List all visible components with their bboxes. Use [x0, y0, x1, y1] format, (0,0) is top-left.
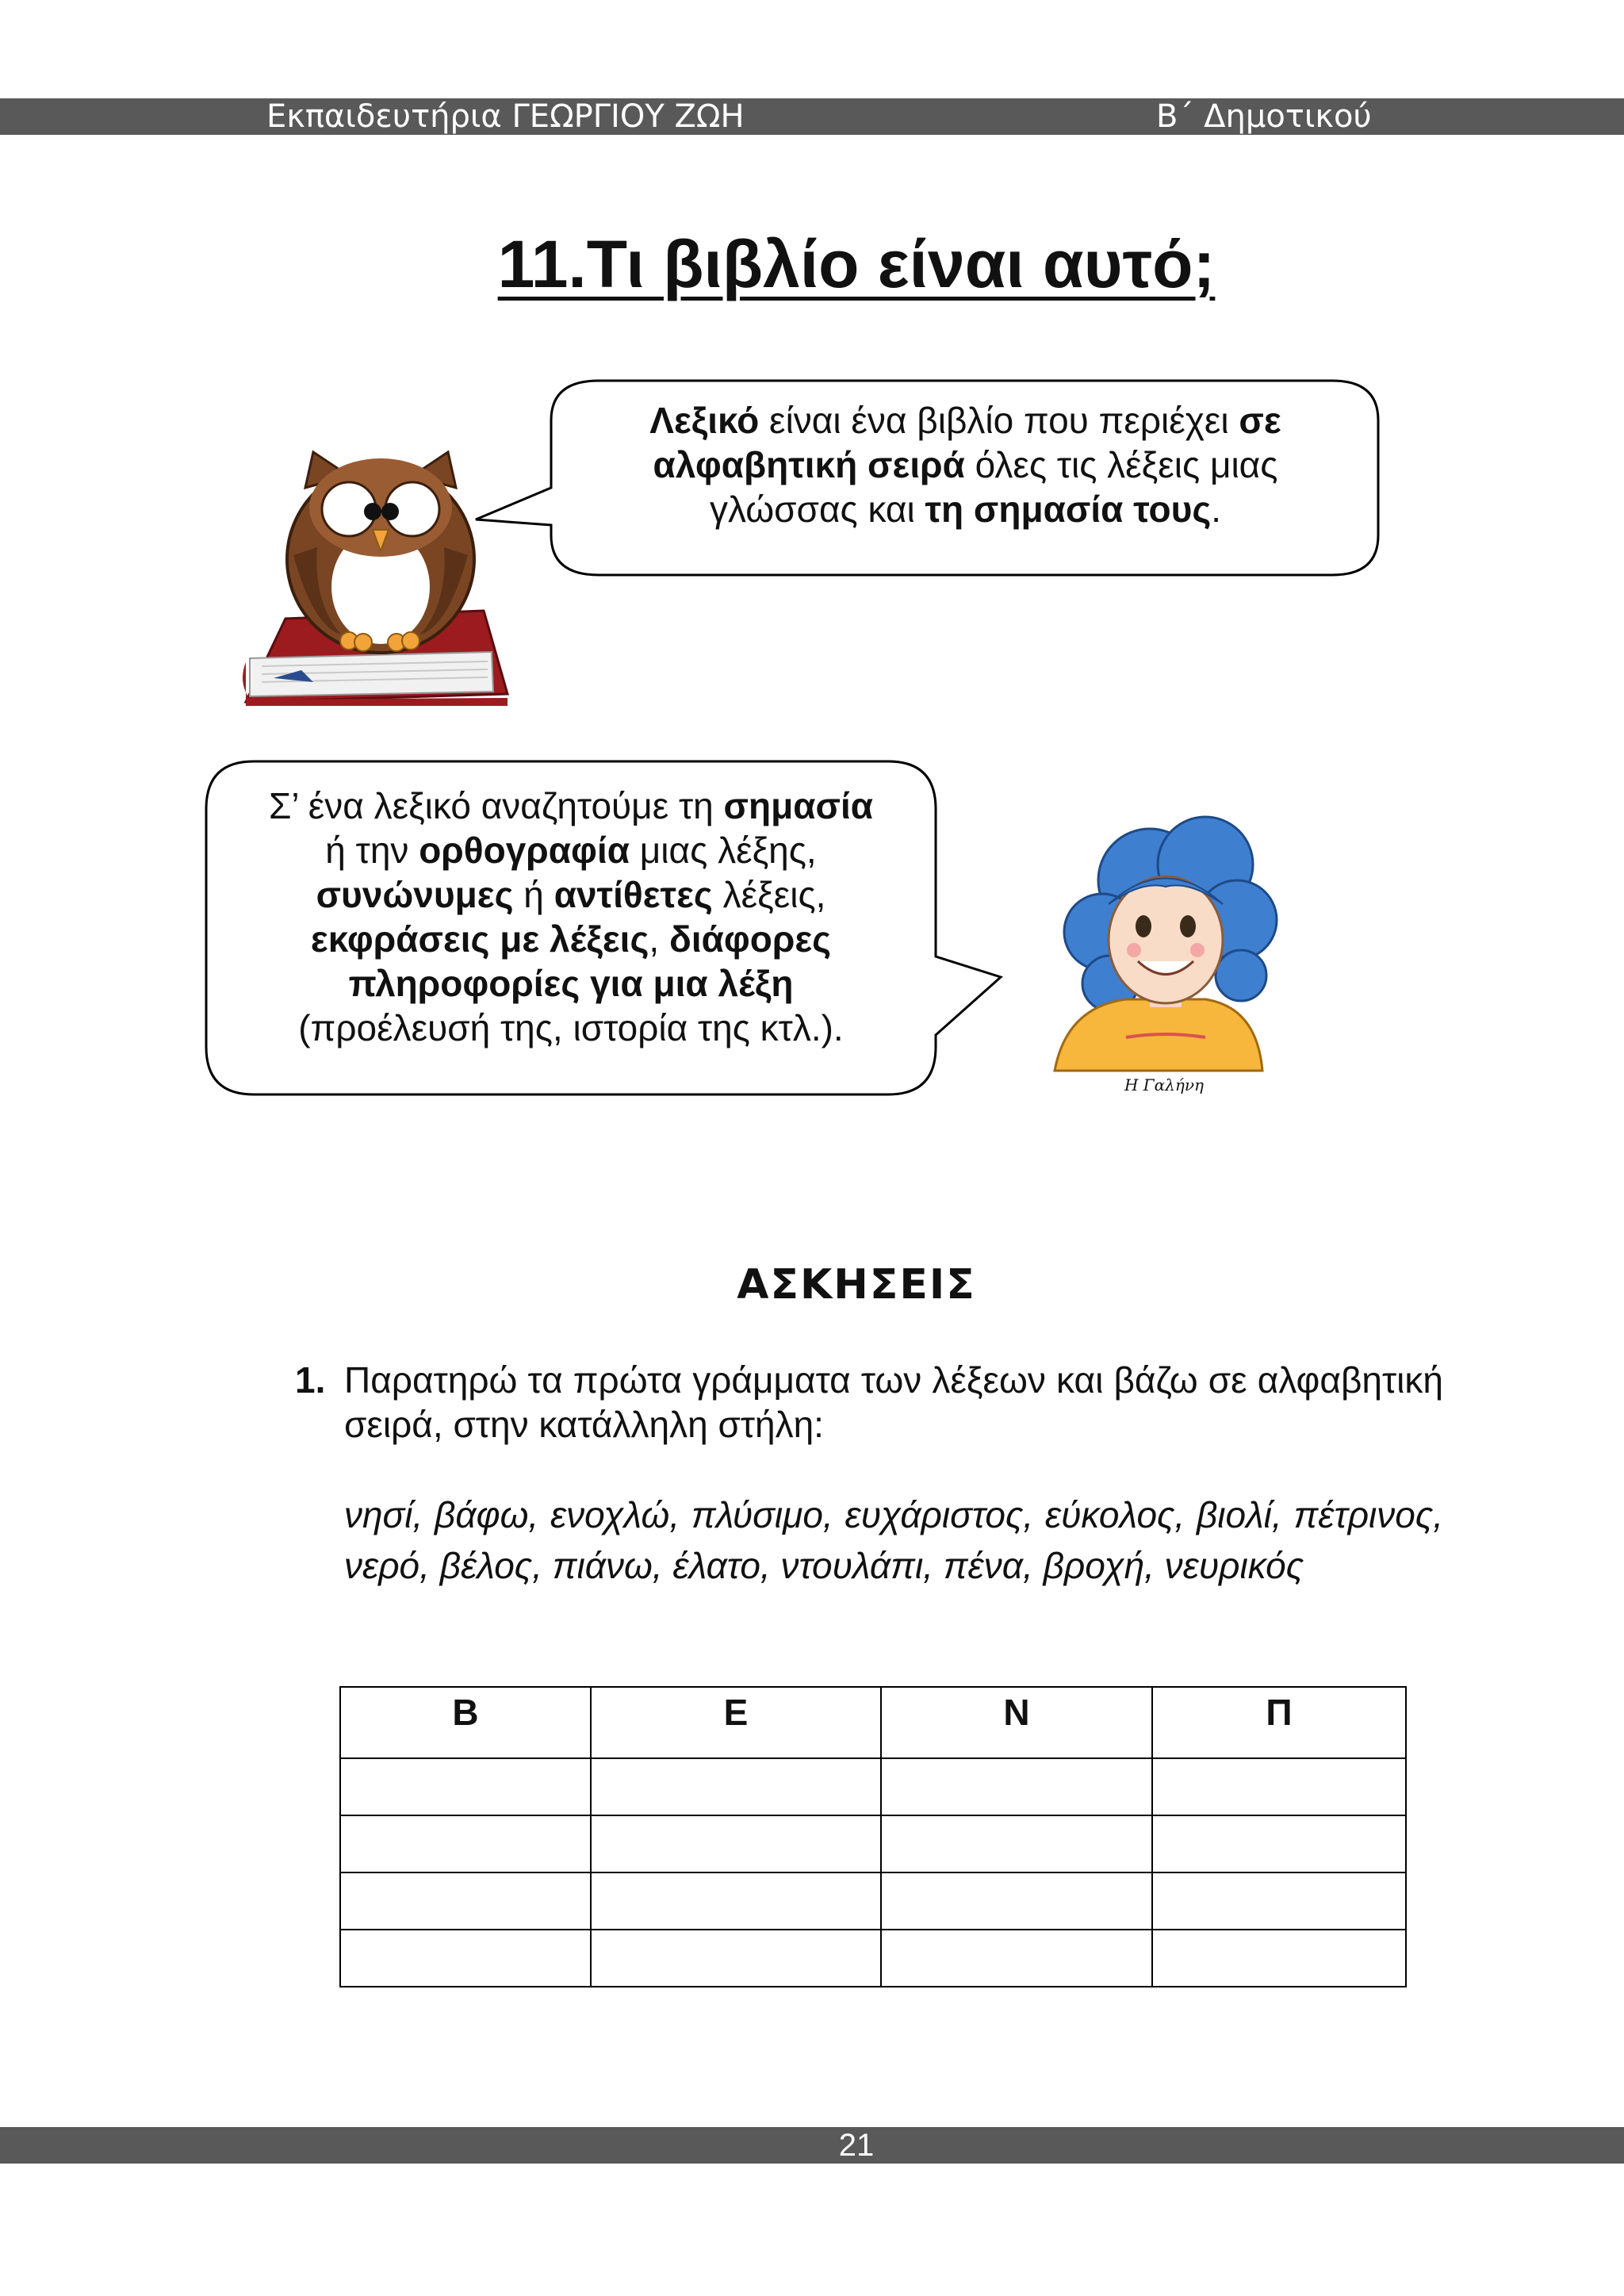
answer-cell[interactable]	[591, 1872, 881, 1930]
owl-on-book-icon	[243, 452, 508, 706]
answer-cell[interactable]	[1152, 1930, 1406, 1987]
page-number: 21	[838, 2128, 875, 2163]
answer-cell[interactable]	[591, 1930, 881, 1987]
answer-cell[interactable]	[340, 1815, 591, 1872]
column-header-e: Ε	[591, 1687, 881, 1758]
answer-cell[interactable]	[1152, 1815, 1406, 1872]
bubble-owl-text: Λεξικό είναι ένα βιβλίο που περιέχει σε αλφαβητική σειρά όλες τις λέξεις μιας γλώσσας και τη σημασία τους.	[649, 400, 1281, 530]
word-list: νησί, βάφω, ενοχλώ, πλύσιμο, ευχάριστος, εύκολος, βιολί, πέτρινος, νερό, βέλος, πιάνω, έλατο, ντουλάπι, πένα, βροχή, νευρικός	[344, 1494, 1443, 1586]
table-row	[340, 1815, 1406, 1872]
answer-cell[interactable]	[340, 1758, 591, 1815]
column-header-p: Π	[1152, 1687, 1406, 1758]
girl-caption: Η Γαλήνη	[1124, 1075, 1204, 1094]
answer-cell[interactable]	[1152, 1758, 1406, 1815]
column-header-b: Β	[340, 1687, 591, 1758]
girl-galini-icon	[1055, 817, 1277, 1071]
exercises-heading: ΑΣΚΗΣΕΙΣ	[737, 1261, 976, 1309]
answer-cell[interactable]	[591, 1815, 881, 1872]
table-row	[340, 1758, 1406, 1815]
answer-cell[interactable]	[881, 1930, 1152, 1987]
exercise-1	[295, 1358, 1443, 1447]
answer-table	[339, 1686, 1407, 1987]
answer-cell[interactable]	[881, 1758, 1152, 1815]
answer-cell[interactable]	[591, 1758, 881, 1815]
answer-cell[interactable]	[881, 1872, 1152, 1930]
footer-bar	[0, 2127, 1624, 2164]
header-school: Εκπαιδευτήρια ΓΕΩΡΓΙΟΥ ΖΩΗ	[266, 98, 745, 135]
header-grade: Β΄ Δημοτικού	[1156, 98, 1372, 135]
answer-cell[interactable]	[881, 1815, 1152, 1872]
answer-cell[interactable]	[340, 1872, 591, 1930]
table-row	[340, 1930, 1406, 1987]
column-header-n: Ν	[881, 1687, 1152, 1758]
table-row	[340, 1872, 1406, 1930]
page-title: 11.Τι βιβλίο είναι αυτό;	[497, 227, 1216, 301]
exercise-number: 1.	[295, 1359, 326, 1401]
bubble-girl-text: Σ’ ένα λεξικό αναζητούμε τη σημασία ή την ορθογραφία μιας λέξης, συνώνυμες ή αντίθετες λέξεις, εκφράσεις με λέξεις, διάφορες πληροφορίες για μια λέξη (προέλευσή της, ιστορία της κτλ.).	[268, 785, 874, 1048]
table-header-row	[340, 1687, 1406, 1758]
answer-cell[interactable]	[1152, 1872, 1406, 1930]
exercise-instructions: Παρατηρώ τα πρώτα γράμματα των λέξεων και βάζω σε αλφαβητική σειρά, στην κατάλληλη στήλη:	[344, 1359, 1443, 1445]
answer-cell[interactable]	[340, 1930, 591, 1987]
